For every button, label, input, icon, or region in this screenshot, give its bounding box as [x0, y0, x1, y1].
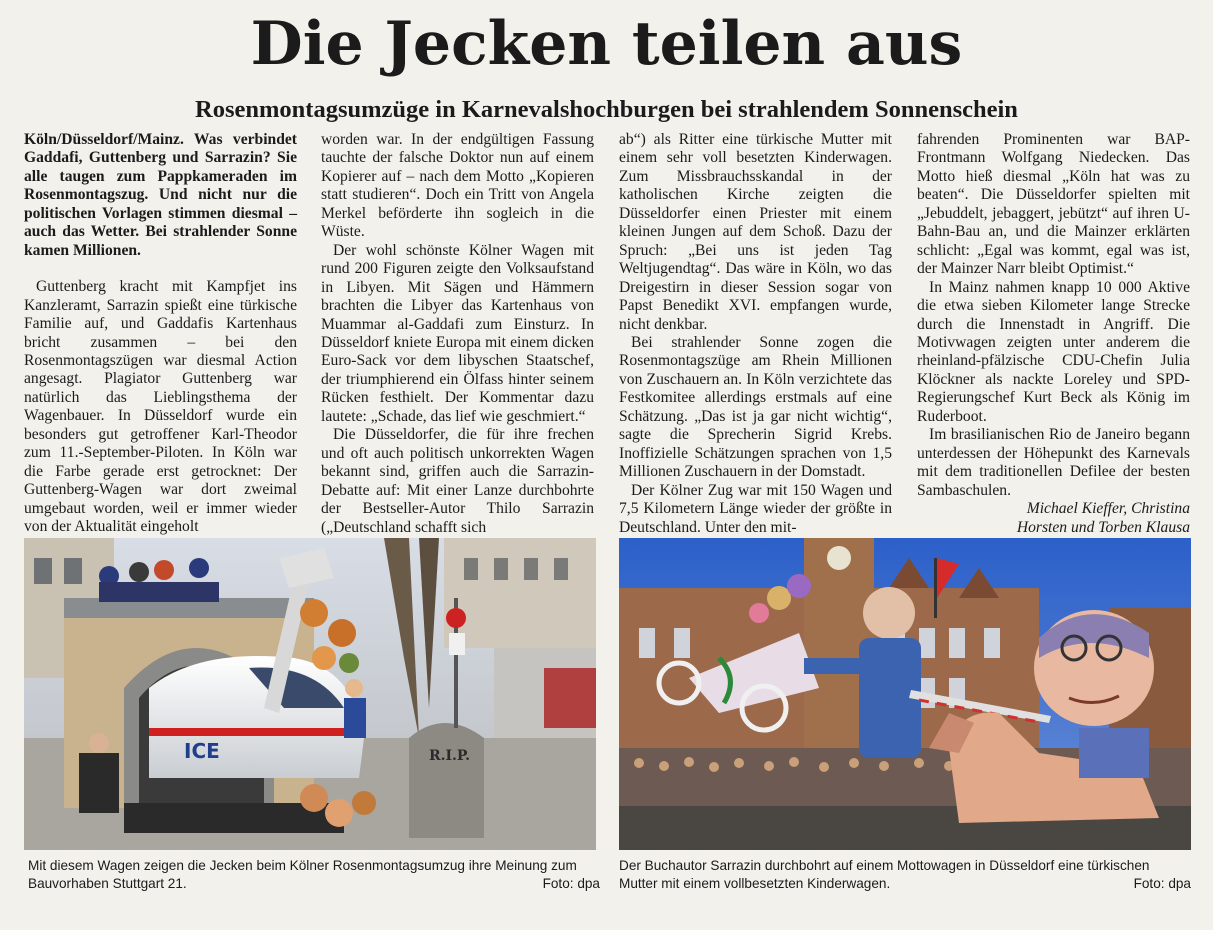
article-column-4: [917, 131, 1190, 536]
article-paragraph-continued: worden war. In der endgültigen Fassung tauchte der falsche Doktor nun auf einem Kopierer auf – nach dem Motto „Kopieren statt studieren“. Doch ein Tritt von Angela Merkel beförderte ihn sogleich in die Wüste.: [321, 131, 594, 241]
article-paragraph: In Mainz nahmen knapp 10 000 Aktive die etwa sieben Kilometer lange Strecke durch die Innenstadt in Angriff. Die Motivwagen zeigten unter anderem die rheinland-pfälzische CDU-Chefin Julia Klöckner als nackte Loreley und SPD-Regierungschef Kurt Beck als König im Ruderboot.: [917, 278, 1190, 425]
photo-credit: Foto: dpa: [542, 875, 600, 891]
gravestone-label: R.I.P.: [429, 748, 471, 764]
article-paragraph-continued: fahrenden Prominenten war BAP-Frontmann Wolfgang Niedecken. Das Motto hieß diesmal „Köln hat was zu beaten“. Die Düsseldorfer spielten mit „Jebuddelt, jebaggert, jebützt“ auf ihren U-Bahn-Bau an, und die Mainzer erklärten schlicht: „Egal was kommt, egal was ist, der Mainzer Narr bleibt Optimist.“: [917, 131, 1190, 278]
article-paragraph: Im brasilianischen Rio de Janeiro begann unterdessen der Höhepunkt des Karnevals mit dem traditionellen Defilee der besten Sambaschulen.: [917, 426, 1190, 499]
article-paragraph: Der wohl schönste Kölner Wagen mit rund 200 Figuren zeigte den Volksaufstand in Libyen. Mit Sägen und Hämmern brachten die Libyer das Kartenhaus von Muammar al-Gaddafi zum Einsturz. In Düsseldorf kniete Europa mit einem dicken Euro-Sack vor dem libyschen Staatschef, der triumphierend ein Ölfass hinter seinem Rücken festhielt. Der Kommentar dazu lautete: „Schade, das lief wie geschmiert.“: [321, 241, 594, 425]
headline: Die Jecken teilen aus: [250, 9, 963, 79]
article-paragraph: Der Kölner Zug war mit 150 Wagen und 7,5 Kilometern Länge wieder der größte in Deutschland. Unter den mit-: [619, 481, 892, 536]
article-column-2: [321, 131, 594, 536]
caption-text: Mit diesem Wagen zeigen die Jecken beim Kölner Rosenmontagsumzug ihre Meinung zum Bauvorhaben Stuttgart 21.: [28, 858, 577, 891]
photo-stuttgart21-float: [24, 538, 596, 850]
article-lead: Köln/Düsseldorf/Mainz. Was verbindet Gaddafi, Guttenberg und Sarrazin? Sie alle taugen zum Pappkameraden im Rosenmontagszug. Und nicht nur die politischen Vorlagen stimmen diesmal – auch das Wetter. Bei strahlender Sonne kamen Millionen.: [24, 131, 297, 259]
author-line: Michael Kieffer, Christina: [1026, 500, 1190, 518]
article-column-3: [619, 131, 892, 536]
train-label: ICE: [184, 739, 220, 763]
article-paragraph: Die Düsseldorfer, die für ihre frechen und oft auch politisch unkorrekten Wagen bekannt sind, griffen auch die Sarrazin-Debatte auf: Mit einer Lanze durchbohrte der Bestseller-Autor Thilo Sarrazin („Deutschland schafft sich: [321, 426, 594, 536]
article-paragraph-continued: ab“) als Ritter eine türkische Mutter mit einem sehr voll besetzten Kinderwagen. Zum Missbrauchsskandal in der katholischen Kirche zeigten die Düsseldorfer einen Priester mit einem kleinen Jungen auf dem Schoß. Dazu der Spruch: „Bei uns ist jeden Tag Weltjugendtag“. Das wäre in Köln, wo das Dreigestirn in dieser Session sogar von Papst Benedikt XVI. empfangen wurde, nicht denkbar.: [619, 131, 892, 333]
photo-caption-right: [619, 857, 1191, 892]
photo-sarrazin-float: [619, 538, 1191, 850]
caption-text: Der Buchautor Sarrazin durchbohrt auf einem Mottowagen in Düsseldorf eine türkischen Mutter mit einem vollbesetzten Kinderwagen.: [619, 858, 1150, 891]
article-paragraph: Bei strahlender Sonne zogen die Rosenmontagszüge am Rhein Millionen von Zuschauern an. In Köln verzichtete das Festkomitee allerdings erstmals auf eine Schätzung. „Das ist ja gar nicht wichtig“, sagte die Sprecherin Sigrid Krebs. Inoffizielle Schätzungen sprachen von 1,5 Millionen Zuschauern in der Domstadt.: [619, 333, 892, 481]
author-line: Horsten und Torben Klausa: [1016, 518, 1190, 536]
article-column-1: [24, 131, 297, 536]
article-paragraph: Guttenberg kracht mit Kampfjet ins Kanzleramt, Sarrazin spießt eine türkische Familie auf, und Gaddafis Kartenhaus bricht zusammen – bei den Rosenmontagszügen war diesmal Action angesagt. Plagiator Guttenberg war natürlich das Lieblingsthema der Wagenbauer. In Düsseldorf wurde ein besonders gut getroffener Karl-Theodor zum 11.-September-Piloten. In Köln war die Farbe gerade erst getrocknet: Der Guttenberg-Wagen war dort zweimal umgebaut worden, weil er immer wieder von der Aktualität eingeholt: [24, 278, 297, 536]
photo-credit: Foto: dpa: [1133, 875, 1191, 891]
photo-caption-left: [28, 857, 600, 892]
subheadline: Rosenmontagsumzüge in Karnevalshochburgen bei strahlendem Sonnenschein: [195, 96, 1018, 123]
